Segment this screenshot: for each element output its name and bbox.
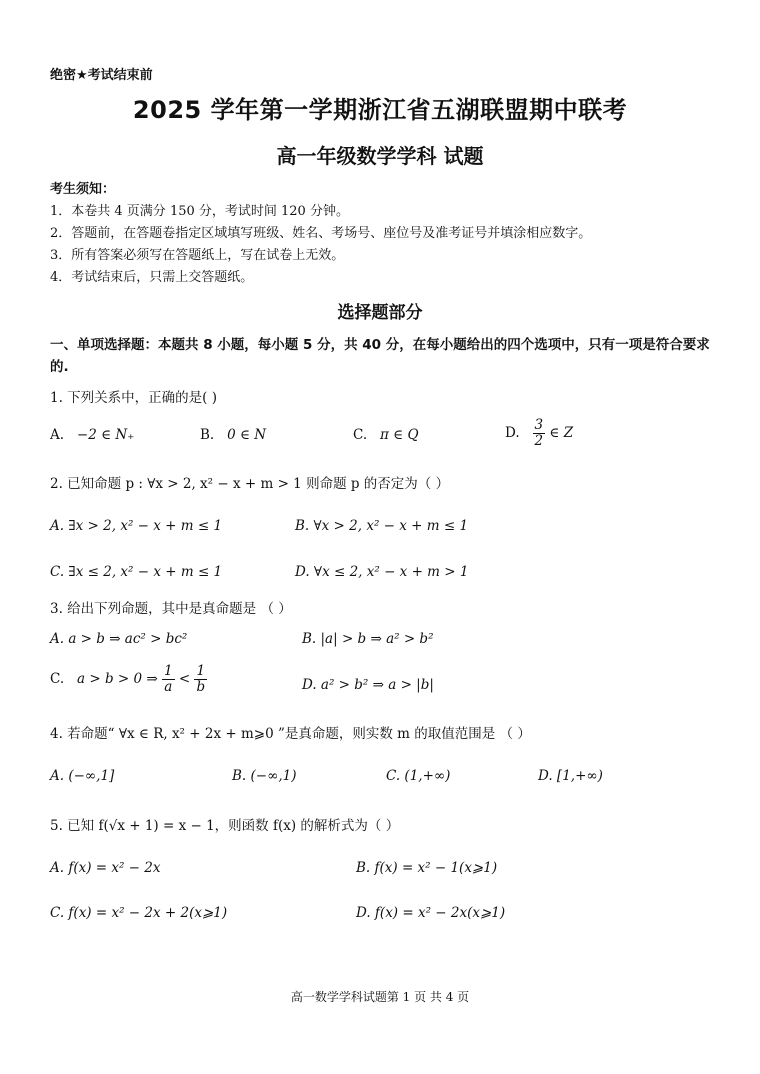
question-5-option-a: A. f(x) = x² − 2x: [50, 860, 161, 876]
question-5-option-c: C. f(x) = x² − 2x + 2(x⩾1): [50, 905, 228, 921]
option-label: A.: [50, 427, 65, 443]
fraction-denominator: a: [164, 679, 173, 695]
confidential-label: 绝密★考试结束前: [50, 68, 153, 83]
part-title: 选择题部分: [337, 303, 423, 323]
option-label: C.: [353, 427, 368, 443]
question-3-option-d: D. a² > b² ⇒ a > |b|: [302, 677, 434, 693]
option-text: ∈ Z: [549, 425, 574, 441]
option-text: π ∈ Q: [380, 427, 419, 443]
question-2-option-a: A. ∃x > 2, x² − x + m ≤ 1: [50, 518, 223, 534]
notice-item: 3．所有答案必须写在答题纸上，写在试卷上无效。: [50, 248, 345, 263]
notice-item: 1．本卷共 4 页满分 150 分，考试时间 120 分钟。: [50, 204, 349, 219]
option-label: C.: [50, 671, 65, 687]
option-text: a > b > 0 ⇒: [77, 671, 158, 687]
question-5-option-d: D. f(x) = x² − 2x(x⩾1): [356, 905, 506, 921]
notice-item: 2．答题前，在答题卷指定区域填写班级、姓名、考场号、座位号及准考证号并填涂相应数字。: [50, 226, 592, 241]
option-label: B.: [200, 427, 215, 443]
fraction-denominator: b: [196, 679, 206, 695]
fraction-numerator: 1: [163, 663, 173, 679]
fraction-numerator: 1: [196, 663, 206, 679]
question-2-option-d: D. ∀x ≤ 2, x² − x + m > 1: [295, 564, 469, 580]
question-3-stem: 3. 给出下列命题，其中是真命题是 （ ）: [50, 601, 292, 617]
question-3-option-a: A. a > b ⇒ ac² > bc²: [50, 631, 188, 647]
question-4-option-a: A. (−∞,1]: [50, 768, 115, 784]
question-5-option-b: B. f(x) = x² − 1(x⩾1): [356, 860, 498, 876]
fraction-denominator: 2: [534, 433, 544, 449]
question-1-stem: 1. 下列关系中，正确的是( ): [50, 390, 217, 406]
page-footer: 高一数学学科试题第 1 页 共 4 页: [290, 990, 470, 1004]
question-4-option-c: C. (1,+∞): [386, 768, 451, 784]
question-4-option-b: B. (−∞,1): [232, 768, 297, 784]
option-label: D.: [505, 425, 520, 441]
question-2-option-c: C. ∃x ≤ 2, x² − x + m ≤ 1: [50, 564, 223, 580]
option-text: −2 ∈ N₊: [76, 427, 135, 443]
notice-heading: 考生须知：: [50, 182, 116, 197]
question-1-option-c: [353, 427, 419, 443]
fraction: [533, 418, 546, 449]
question-1-option-d: [505, 418, 573, 449]
question-4-stem: 4. 若命题“ ∀x ∈ R, x² + 2x + m⩾0 ”是真命题，则实数 m 的取值范围是 （ ）: [50, 726, 531, 742]
notice-item: 4．考试结束后，只需上交答题纸。: [50, 270, 254, 285]
fraction: [162, 664, 175, 695]
question-3-option-c: [50, 664, 207, 695]
question-5-stem: 5. 已知 f(√x + 1) = x − 1，则函数 f(x) 的解析式为（ ）: [50, 818, 400, 834]
question-2-option-b: B. ∀x > 2, x² − x + m ≤ 1: [295, 518, 469, 534]
fraction: [194, 664, 207, 695]
exam-subtitle: 高一年级数学学科 试题: [276, 144, 484, 168]
question-2-stem: 2. 已知命题 p : ∀x > 2, x² − x + m > 1 则命题 p 的否定为（ ）: [50, 476, 450, 492]
question-1-option-a: [50, 427, 134, 443]
exam-title: 2025 学年第一学期浙江省五湖联盟期中联考: [132, 96, 628, 124]
option-text: 0 ∈ N: [227, 427, 267, 443]
section-instructions: 一、单项选择题：本题共 8 小题，每小题 5 分，共 40 分，在每小题给出的四个选项中，只有一项是符合要求的.: [50, 337, 710, 375]
option-text: <: [178, 671, 191, 687]
question-1-option-b: [200, 427, 266, 443]
fraction-numerator: 3: [534, 417, 544, 433]
question-4-option-d: D. [1,+∞): [538, 768, 603, 784]
question-3-option-b: B. |a| > b ⇒ a² > b²: [302, 631, 434, 647]
